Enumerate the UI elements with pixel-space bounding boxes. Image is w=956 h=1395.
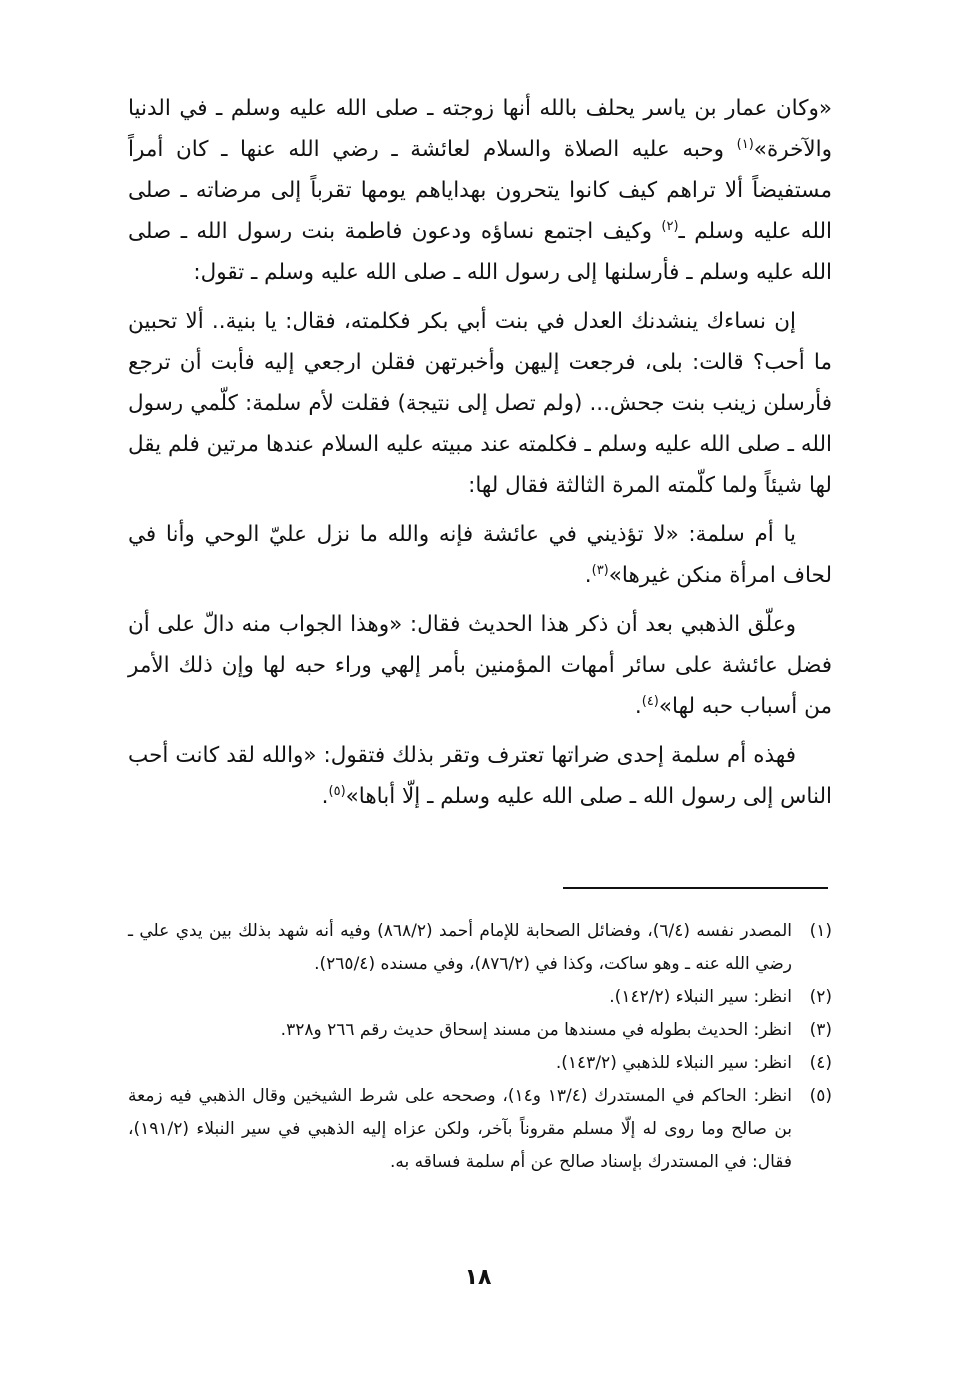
footnote-divider (563, 887, 828, 889)
footnote-ref-5: (٥) (328, 783, 346, 799)
footnote-2 (128, 981, 832, 1014)
footnote-ref-1: (١) (736, 136, 754, 152)
paragraph-3 (128, 514, 832, 596)
footnote-ref-4: (٤) (641, 693, 659, 709)
paragraph-4-end: . (634, 694, 642, 719)
footnote-text: انظر: الحديث بطوله في مسندها من مسند إسحاق حديث رقم ٢٦٦ و٣٢٨. (280, 1020, 792, 1040)
footnote-1 (128, 915, 832, 981)
paragraph-3-text: يا أم سلمة: «لا تؤذيني في عائشة فإنه والله ما نزل عليّ الوحي وأنا في لحاف امرأة منكن غيرها» (128, 522, 832, 588)
footnote-text: انظر: الحاكم في المستدرك (١٣/٤ و١٤)، وصححه على شرط الشيخين وقال الذهبي فيه زمعة بن صالح وما روى له إلّا مسلم مقروناً بآخر، ولكن عزاه إليه الذهبي في سير النبلاء (١٩١/٢)، فقال: في المستدرك بإسناد صالح عن أم سلمة فساقه به. (128, 1086, 792, 1172)
main-text (128, 88, 832, 825)
paragraph-5 (128, 735, 832, 817)
footnote-3 (128, 1014, 832, 1047)
page-number: ١٨ (464, 1265, 492, 1290)
paragraph-4-text: وعلّق الذهبي بعد أن ذكر هذا الحديث فقال: «وهذا الجواب منه دالّ على أن فضل عائشة على سائر أمهات المؤمنين بأمر إلهي وراء حبه لها وإن ذلك الأمر من أسباب حبه لها» (128, 612, 832, 719)
footnote-ref-2: (٢) (661, 218, 679, 234)
footnote-number: (٤) (809, 1053, 832, 1073)
paragraph-5-text: فهذه أم سلمة إحدى ضراتها تعترف وتقر بذلك فتقول: «والله لقد كانت أحب الناس إلى رسول الله ـ صلى الله عليه وسلم ـ إلّا أباها» (128, 743, 832, 809)
paragraph-1-part-1: «وكان عمار بن ياسر يحلف بالله أنها زوجته ـ صلى الله عليه وسلم ـ في الدنيا والآخرة» (128, 96, 832, 162)
footnote-number: (٥) (809, 1086, 832, 1106)
footnote-4 (128, 1047, 832, 1080)
paragraph-1-part-2: وحبه عليه الصلاة والسلام لعائشة ـ رضي الله عنها ـ كان أمراً مستفيضاً ألا تراهم كيف كانوا يتحرون بهداياهم يومها تقرباً إلى مرضاته ـ صلى الله عليه وسلم ـ (128, 137, 832, 244)
footnote-text: انظر: سير النبلاء (١٤٢/٢). (609, 987, 792, 1007)
paragraph-3-end: . (584, 563, 592, 588)
footnote-ref-3: (٣) (591, 562, 609, 578)
paragraph-1 (128, 88, 832, 293)
footnote-text: انظر: سير النبلاء للذهبي (١٤٣/٢). (555, 1053, 792, 1073)
footnote-text: المصدر نفسه (٦/٤)، وفضائل الصحابة للإمام أحمد (٨٦٨/٢) وفيه أنه شهد بذلك بين يدي علي ـ رضي الله عنه ـ وهو ساكت، وكذا في (٨٧٦/٢)، وفي مسنده (٢٦٥/٤). (128, 921, 792, 974)
paragraph-4 (128, 604, 832, 727)
paragraph-2: إن نساءك ينشدنك العدل في بنت أبي بكر فكلمته، فقال: يا بنية.. ألا تحبين ما أحب؟ قالت: بلى، فرجعت إليهن وأخبرتهن فقلن ارجعي إليه فأبت أن ترجع فأرسلن زينب بنت جحش... (ولم تصل إلى نتيجة) فقلت لأم سلمة: كلّمي رسول الله ـ صلى الله عليه وسلم ـ فكلمته عند مبيته عليه السلام عندها مرتين فلم يقل لها شيئاً ولما كلّمته المرة الثالثة فقال لها: (128, 309, 832, 498)
footnote-number: (٢) (809, 987, 832, 1007)
footnote-5 (128, 1080, 832, 1179)
paragraph-5-end: . (321, 784, 329, 809)
paragraph-1-part-3: وكيف اجتمع نساؤه ودعون فاطمة بنت رسول الله ـ صلى الله عليه وسلم ـ فأرسلنها إلى رسول الله ـ صلى الله عليه وسلم ـ تقول: (128, 219, 832, 285)
footnotes (128, 915, 832, 1179)
footnote-number: (٣) (809, 1020, 832, 1040)
footnote-number: (١) (809, 921, 832, 941)
